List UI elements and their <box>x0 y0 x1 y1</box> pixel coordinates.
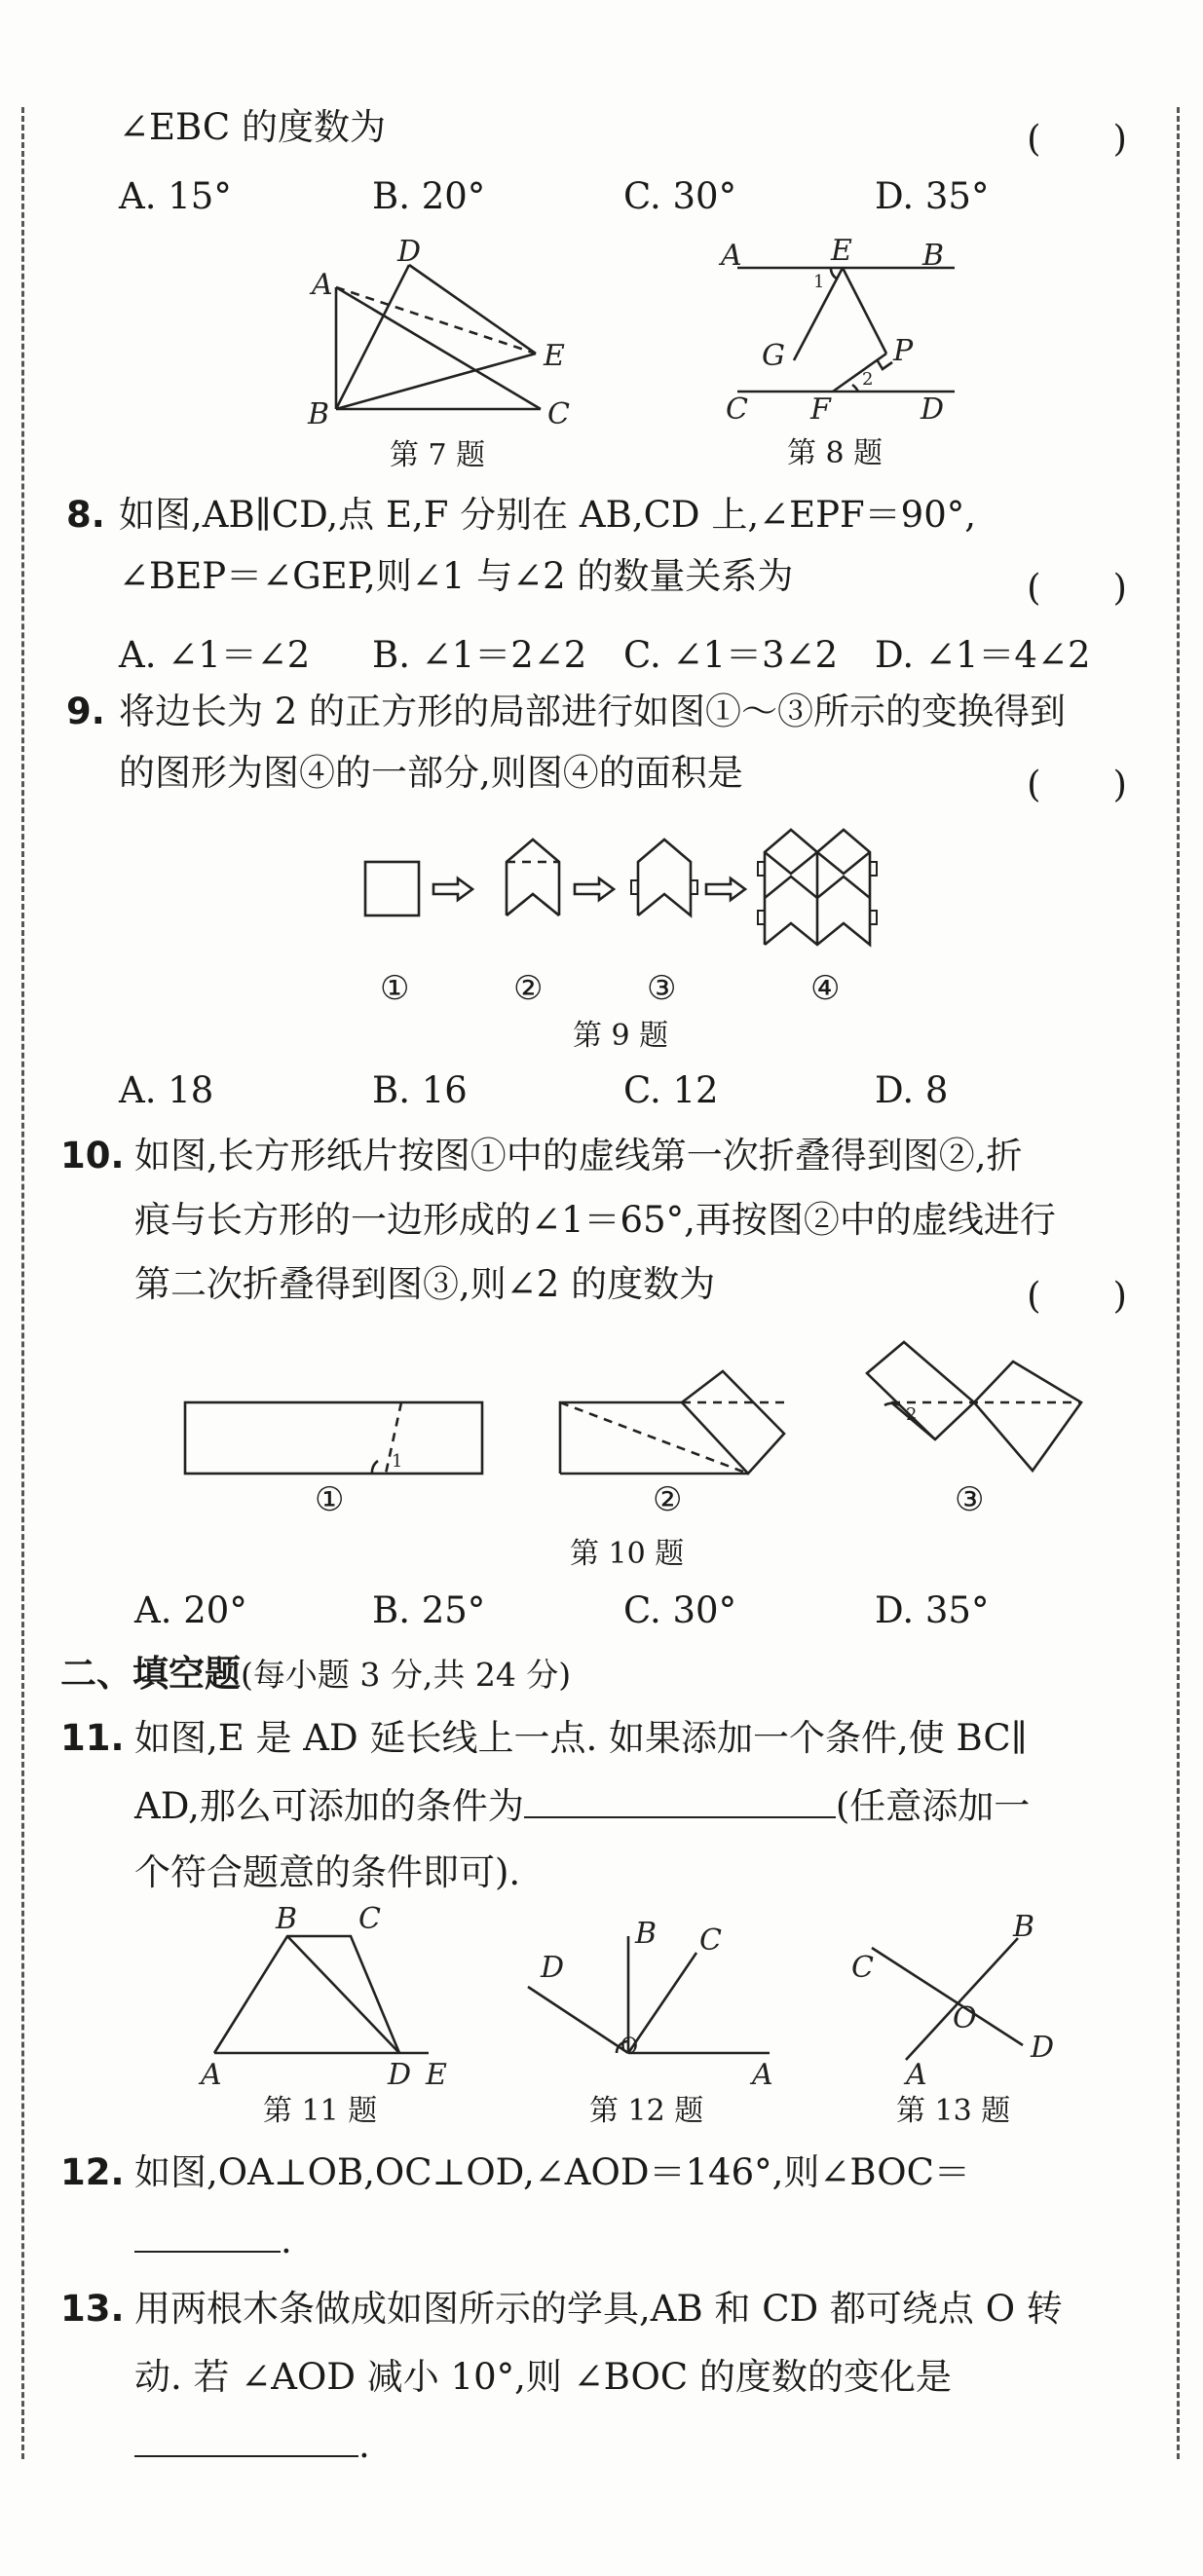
q10-option-b: B. 25° <box>372 1589 486 1631</box>
fig7-label-c: C <box>547 397 570 431</box>
q9-option-a: A. 18 <box>119 1069 214 1111</box>
fig12-label-b: B <box>635 1917 658 1951</box>
fig13-label-a: A <box>906 2058 927 2092</box>
q12-answer-blank <box>134 2251 281 2253</box>
q11-line-1: 如图,E 是 AD 延长线上一点. 如果添加一个条件,使 BC∥ <box>134 1717 1028 1759</box>
figure-8 <box>716 234 989 433</box>
fig13-label-d: D <box>1031 2031 1055 2065</box>
fig9-label-3: ③ <box>647 969 677 1008</box>
fig11-caption: 第 11 题 <box>263 2094 378 2128</box>
q7-option-a: A. 15° <box>119 175 232 217</box>
q8-line-2: ∠BEP＝∠GEP,则∠1 与∠2 的数量关系为 <box>119 555 794 597</box>
fig8-label-f: F <box>810 392 831 427</box>
fig7-label-b: B <box>308 397 330 431</box>
q9-option-c: C. 12 <box>623 1069 719 1111</box>
page-edge-right <box>1177 107 1180 2459</box>
fig11-label-e: E <box>426 2058 447 2092</box>
fig13-label-b: B <box>1013 1910 1035 1944</box>
q7-option-b: B. 20° <box>372 175 486 217</box>
section-2-heading: 二、填空题(每小题 3 分,共 24 分) <box>60 1653 572 1695</box>
q12-line-2: . <box>134 2222 292 2259</box>
q13-line-3: . <box>134 2427 370 2463</box>
q9-answer-bracket: ( ) <box>1027 764 1127 805</box>
q13-answer-blank <box>134 2455 358 2457</box>
fig10-label-3: ③ <box>955 1480 985 1519</box>
fig11-label-d: D <box>388 2058 412 2092</box>
q9-line-2: 的图形为图④的一部分,则图④的面积是 <box>119 752 743 794</box>
q11-number: 11. <box>60 1717 125 1759</box>
q7-option-d: D. 35° <box>875 175 990 217</box>
q8-answer-bracket: ( ) <box>1027 567 1127 609</box>
q8-line-1: 如图,AB∥CD,点 E,F 分别在 AB,CD 上,∠EPF＝90°, <box>119 494 976 536</box>
q10-line-1: 如图,长方形纸片按图①中的虚线第一次折叠得到图②,折 <box>134 1135 1023 1176</box>
fig9-caption: 第 9 题 <box>573 1019 669 1053</box>
fig8-label-c: C <box>726 392 748 427</box>
figure-9 <box>351 818 896 964</box>
q7-option-c: C. 30° <box>623 175 737 217</box>
q9-option-b: B. 16 <box>372 1069 468 1111</box>
q7-answer-bracket: ( ) <box>1027 118 1127 160</box>
fig13-label-o: O <box>953 2001 977 2035</box>
q10-option-a: A. 20° <box>134 1589 247 1631</box>
q9-line-1: 将边长为 2 的正方形的局部进行如图①～③所示的变换得到 <box>119 691 1067 732</box>
q13-line-1: 用两根木条做成如图所示的学具,AB 和 CD 都可绕点 O 转 <box>134 2288 1063 2330</box>
q9-number: 9. <box>66 691 105 732</box>
fig11-label-c: C <box>358 1902 381 1936</box>
q10-line-3: 第二次折叠得到图③,则∠2 的度数为 <box>134 1263 716 1305</box>
fig12-caption: 第 12 题 <box>589 2094 704 2128</box>
figure-10 <box>175 1295 1101 1490</box>
fig8-angle-2: 2 <box>862 369 874 390</box>
fig8-label-g: G <box>762 339 785 373</box>
fig8-label-e: E <box>831 234 852 268</box>
q10-line-2: 痕与长方形的一边形成的∠1＝65°,再按图②中的虚线进行 <box>134 1199 1056 1241</box>
fig11-label-a: A <box>201 2058 222 2092</box>
q8-number: 8. <box>66 494 105 536</box>
fig10-label-2: ② <box>653 1480 683 1519</box>
q13-number: 13. <box>60 2288 125 2330</box>
fig11-label-b: B <box>276 1902 298 1936</box>
fig13-caption: 第 13 题 <box>896 2094 1011 2128</box>
fig7-label-e: E <box>544 339 565 373</box>
fig7-label-d: D <box>397 235 422 269</box>
fig7-caption: 第 7 题 <box>390 438 486 472</box>
q10-option-d: D. 35° <box>875 1589 990 1631</box>
q8-option-b: B. ∠1＝2∠2 <box>372 634 587 676</box>
q13-line-2: 动. 若 ∠AOD 减小 10°,则 ∠BOC 的度数的变化是 <box>134 2356 952 2398</box>
q9-option-d: D. 8 <box>875 1069 949 1111</box>
q12-number: 12. <box>60 2151 125 2193</box>
fig8-label-b: B <box>922 239 945 273</box>
page-edge-left <box>21 107 24 2459</box>
figure-11 <box>195 1902 458 2104</box>
figure-12 <box>507 1909 789 2104</box>
q11-answer-blank <box>524 1816 836 1818</box>
fig13-label-c: C <box>851 1951 874 1985</box>
q8-option-c: C. ∠1＝3∠2 <box>623 634 839 676</box>
fig12-label-o: O <box>620 2035 639 2059</box>
q10-option-c: C. 30° <box>623 1589 737 1631</box>
q11-line-3: 个符合题意的条件即可). <box>134 1851 521 1893</box>
fig9-label-4: ④ <box>810 969 841 1008</box>
fig8-caption: 第 8 题 <box>787 436 883 470</box>
fig10-angle-1: 1 <box>392 1451 403 1472</box>
fig8-label-a: A <box>721 239 742 273</box>
q11-line-2: AD,那么可添加的条件为 (任意添加一 <box>134 1785 1031 1827</box>
fig8-label-p: P <box>893 334 914 368</box>
figure-13 <box>838 1909 1091 2104</box>
q12-line-1: 如图,OA⊥OB,OC⊥OD,∠AOD＝146°,则∠BOC＝ <box>134 2151 970 2193</box>
q7-stem-tail: ∠EBC 的度数为 <box>119 106 386 148</box>
fig8-angle-1: 1 <box>813 272 825 292</box>
fig9-label-1: ① <box>380 969 410 1008</box>
fig8-label-d: D <box>921 392 945 427</box>
fig10-angle-2: 2 <box>906 1404 918 1425</box>
q10-number: 10. <box>60 1135 125 1176</box>
fig12-label-c: C <box>699 1923 722 1958</box>
q8-option-d: D. ∠1＝4∠2 <box>875 634 1091 676</box>
fig12-label-a: A <box>752 2058 773 2092</box>
fig10-caption: 第 10 题 <box>570 1537 685 1571</box>
fig7-label-a: A <box>312 268 333 302</box>
q8-option-a: A. ∠1＝∠2 <box>119 634 311 676</box>
figure-7 <box>292 235 584 438</box>
fig9-label-2: ② <box>513 969 544 1008</box>
fig12-label-d: D <box>541 1951 565 1985</box>
fig10-label-1: ① <box>315 1480 345 1519</box>
q10-answer-bracket: ( ) <box>1027 1275 1127 1317</box>
